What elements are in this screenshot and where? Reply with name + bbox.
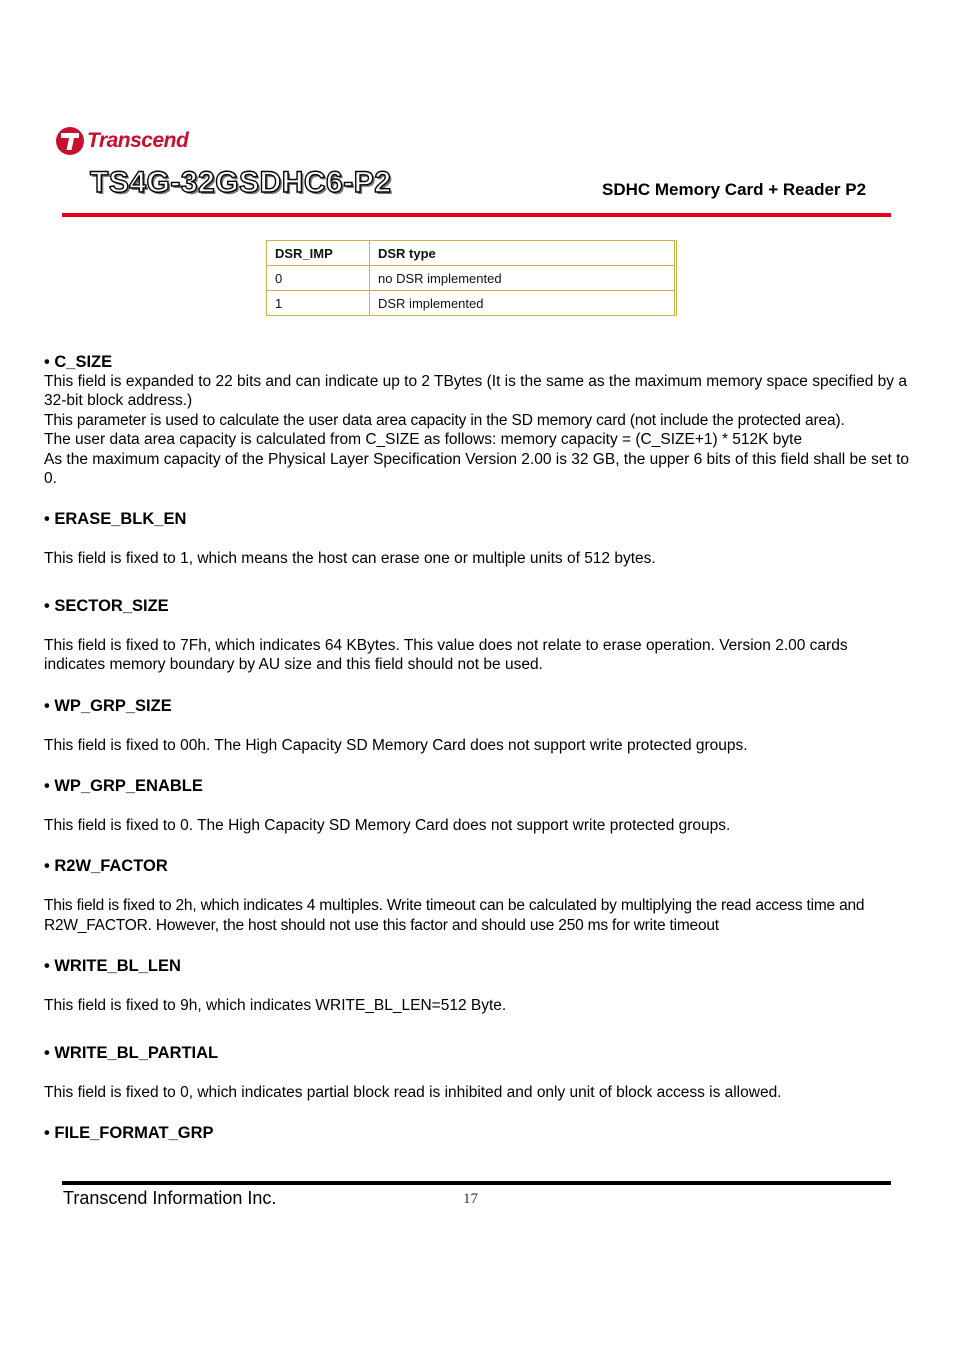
paragraph: This field is fixed to 7Fh, which indicates 64 KBytes. This value does not relate to erase operation. Version 2.00 cards indicates memory boundary by AU size and this field should not be used.: [44, 636, 848, 674]
section-heading: • WRITE_BL_PARTIAL: [44, 1043, 219, 1062]
section-heading: • FILE_FORMAT_GRP: [44, 1124, 214, 1143]
section-write-bl-len: [44, 956, 910, 1015]
paragraph: This field is expanded to 22 bits and can indicate up to 2 TBytes (It is the same as the maximum memory space specified by a 32-bit block address.): [44, 373, 907, 410]
table-row: [267, 291, 676, 316]
section-r2w-factor: [44, 856, 910, 935]
table-cell: no DSR implemented: [370, 266, 676, 291]
table-header-cell: DSR_IMP: [267, 241, 370, 266]
section-write-bl-partial: [44, 1043, 910, 1102]
section-heading: • WP_GRP_ENABLE: [44, 777, 203, 796]
paragraph: This field is fixed to 00h. The High Capacity SD Memory Card does not support write protected groups.: [44, 736, 748, 754]
paragraph: This field is fixed to 1, which means the host can erase one or multiple units of 512 bytes.: [44, 550, 656, 568]
section-wp-grp-size: [44, 696, 910, 755]
dsr-table: [266, 240, 677, 316]
footer-company: Transcend Information Inc.: [63, 1188, 277, 1208]
paragraph: This field is fixed to 0. The High Capacity SD Memory Card does not support write protected groups.: [44, 817, 731, 835]
transcend-logo: [56, 126, 188, 156]
paragraph: This field is fixed to 2h, which indicates 4 multiples. Write timeout can be calculated by multiplying the read access time and R2W_FACTOR. However, the host should not use this factor and should use 250 ms for write timeout: [44, 897, 865, 934]
table-cell: 0: [267, 266, 370, 291]
section-heading: • WP_GRP_SIZE: [44, 696, 172, 715]
paragraph: As the maximum capacity of the Physical Layer Specification Version 2.00 is 32 GB, the upper 6 bits of this field shall be set to 0.: [44, 450, 910, 488]
section-c-size: [44, 352, 910, 488]
section-heading: • C_SIZE: [44, 353, 113, 371]
section-heading: • WRITE_BL_LEN: [44, 957, 181, 976]
header-divider: [62, 213, 891, 217]
section-heading: • SECTOR_SIZE: [44, 596, 169, 615]
section-erase-blk-en: [44, 509, 910, 568]
page-number: 17: [463, 1191, 478, 1207]
paragraph: This field is fixed to 0, which indicates partial block read is inhibited and only unit of block access is allowed.: [44, 1083, 782, 1101]
section-heading: • ERASE_BLK_EN: [44, 510, 187, 529]
product-subtitle: SDHC Memory Card + Reader P2: [602, 180, 867, 199]
section-wp-grp-enable: [44, 776, 910, 835]
table-cell: DSR implemented: [370, 291, 676, 316]
section-heading: • R2W_FACTOR: [44, 857, 168, 876]
table-row: [267, 266, 676, 291]
section-file-format-grp: [44, 1123, 910, 1143]
brand-name: Transcend: [87, 129, 189, 152]
table-header-cell: DSR type: [370, 241, 676, 266]
document-body: [44, 352, 910, 1143]
table-header-row: [267, 241, 676, 266]
footer-divider: [62, 1181, 891, 1185]
paragraph: This parameter is used to calculate the user data area capacity in the SD memory card (not include the protected area).: [44, 411, 845, 429]
table-cell: 1: [267, 291, 370, 316]
model-title: TS4G-32GSDHC6-P2: [90, 166, 392, 199]
paragraph: The user data area capacity is calculated from C_SIZE as follows: memory capacity = (C_SIZE+1) * 512K byte: [44, 431, 803, 449]
section-sector-size: [44, 596, 910, 675]
transcend-logo-icon: [56, 127, 84, 155]
paragraph: This field is fixed to 9h, which indicates WRITE_BL_LEN=512 Byte.: [44, 997, 507, 1015]
